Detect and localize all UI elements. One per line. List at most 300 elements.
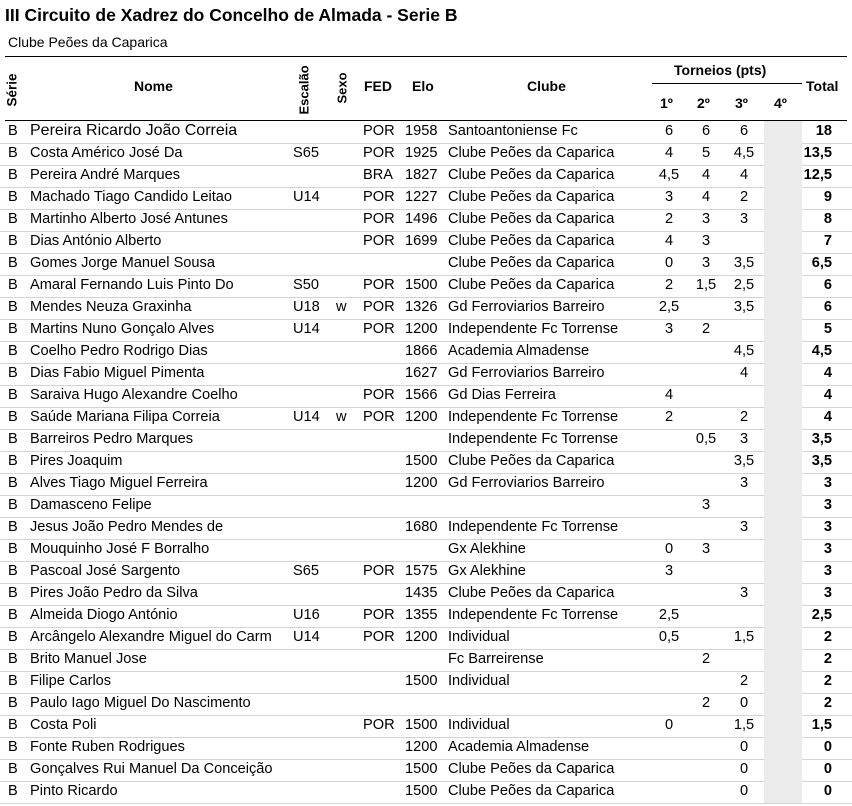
cell-t4 xyxy=(764,165,802,187)
cell-nome: Damasceno Felipe xyxy=(30,497,152,513)
header-nome: Nome xyxy=(134,78,173,94)
cell-serie: B xyxy=(8,761,18,777)
header-serie: Série xyxy=(4,73,20,107)
cell-total: 4 xyxy=(823,409,832,425)
cell-fed: POR xyxy=(363,123,395,139)
cell-t1: 4 xyxy=(664,233,674,249)
cell-t3: 3,5 xyxy=(733,299,755,315)
cell-t2: 3 xyxy=(701,255,711,271)
cell-elo: 1496 xyxy=(405,211,438,227)
cell-t4 xyxy=(764,473,802,495)
cell-nome: Gonçalves Rui Manuel Da Conceição xyxy=(30,761,273,777)
cell-total: 7 xyxy=(823,233,832,249)
cell-t4 xyxy=(764,253,802,275)
cell-total: 9 xyxy=(823,189,832,205)
cell-t4 xyxy=(764,627,802,649)
cell-total: 3 xyxy=(823,541,832,557)
cell-total: 6 xyxy=(823,299,832,315)
cell-escalao: S50 xyxy=(293,277,319,293)
cell-elo: 1200 xyxy=(405,629,438,645)
cell-serie: B xyxy=(8,607,18,623)
cell-elo: 1500 xyxy=(405,761,438,777)
table-row xyxy=(0,627,852,650)
cell-total: 4 xyxy=(823,387,832,403)
cell-nome: Pereira Ricardo João Correia xyxy=(30,122,238,139)
cell-total: 3 xyxy=(823,497,832,513)
cell-clube: Gd Ferroviarios Barreiro xyxy=(448,475,605,491)
cell-clube: Independente Fc Torrense xyxy=(448,519,619,535)
cell-nome: Pires Joaquim xyxy=(30,453,123,469)
cell-elo: 1355 xyxy=(405,607,438,623)
cell-nome: Saúde Mariana Filipa Correia xyxy=(30,409,220,425)
table-row xyxy=(0,187,852,210)
cell-t4 xyxy=(764,737,802,759)
cell-t4 xyxy=(764,319,802,341)
cell-t1: 2,5 xyxy=(658,607,680,623)
cell-nome: Dias António Alberto xyxy=(30,233,162,249)
cell-serie: B xyxy=(8,497,18,513)
cell-clube: Academia Almadense xyxy=(448,739,590,755)
cell-t4 xyxy=(764,341,802,363)
cell-clube: Clube Peões da Caparica xyxy=(448,167,615,183)
cell-clube: Gx Alekhine xyxy=(448,541,526,557)
cell-t4 xyxy=(764,187,802,209)
cell-t4 xyxy=(764,143,802,165)
header-elo: Elo xyxy=(412,78,434,94)
cell-sexo: w xyxy=(336,409,347,425)
cell-t1: 3 xyxy=(664,321,674,337)
cell-nome: Mendes Neuza Graxinha xyxy=(30,299,192,315)
cell-serie: B xyxy=(8,387,18,403)
torneios-underline xyxy=(652,83,802,84)
cell-t4 xyxy=(764,539,802,561)
cell-total: 0 xyxy=(823,783,832,799)
cell-elo: 1566 xyxy=(405,387,438,403)
cell-total: 3,5 xyxy=(811,431,832,447)
header-t1: 1º xyxy=(660,95,673,111)
table-row xyxy=(0,451,852,474)
table-row xyxy=(0,781,852,804)
cell-fed: POR xyxy=(363,145,395,161)
cell-t3: 3 xyxy=(739,475,749,491)
cell-serie: B xyxy=(8,189,18,205)
table-row xyxy=(0,473,852,496)
cell-clube: Independente Fc Torrense xyxy=(448,431,619,447)
table-row xyxy=(0,561,852,584)
cell-clube: Clube Peões da Caparica xyxy=(448,783,615,799)
cell-t4 xyxy=(764,297,802,319)
cell-nome: Barreiros Pedro Marques xyxy=(30,431,194,447)
cell-t2: 4 xyxy=(701,189,711,205)
cell-t3: 4 xyxy=(739,167,749,183)
header-clube: Clube xyxy=(527,78,566,94)
cell-t2: 3 xyxy=(701,211,711,227)
cell-t4 xyxy=(764,407,802,429)
cell-nome: Brito Manuel Jose xyxy=(30,651,147,667)
cell-t3: 0 xyxy=(739,739,749,755)
table-row xyxy=(0,319,852,342)
cell-elo: 1200 xyxy=(405,475,438,491)
table-row xyxy=(0,341,852,364)
cell-serie: B xyxy=(8,321,18,337)
cell-fed: POR xyxy=(363,189,395,205)
cell-t3: 4,5 xyxy=(733,343,755,359)
cell-nome: Pinto Ricardo xyxy=(30,783,118,799)
table-row xyxy=(0,517,852,540)
cell-elo: 1500 xyxy=(405,277,438,293)
cell-t4 xyxy=(764,385,802,407)
cell-nome: Machado Tiago Candido Leitao xyxy=(30,189,233,205)
table-row xyxy=(0,385,852,408)
cell-escalao: S65 xyxy=(293,563,319,579)
cell-t4 xyxy=(764,517,802,539)
cell-nome: Coelho Pedro Rodrigo Dias xyxy=(30,343,208,359)
cell-t3: 0 xyxy=(739,783,749,799)
header-total: Total xyxy=(806,78,839,94)
table-row xyxy=(0,121,852,144)
header-top-border xyxy=(5,56,847,57)
header-t3: 3º xyxy=(735,95,748,111)
cell-fed: BRA xyxy=(363,167,394,183)
cell-t4 xyxy=(764,715,802,737)
cell-total: 3,5 xyxy=(811,453,832,469)
cell-t1: 3 xyxy=(664,189,674,205)
cell-t2: 3 xyxy=(701,497,711,513)
cell-t1: 2 xyxy=(664,211,674,227)
cell-total: 2,5 xyxy=(811,607,832,623)
cell-serie: B xyxy=(8,453,18,469)
cell-serie: B xyxy=(8,365,18,381)
cell-total: 4,5 xyxy=(811,343,832,359)
cell-serie: B xyxy=(8,629,18,645)
cell-elo: 1227 xyxy=(405,189,438,205)
cell-t1: 4,5 xyxy=(658,167,680,183)
cell-t1: 0 xyxy=(664,717,674,733)
cell-total: 6,5 xyxy=(811,255,832,271)
table-row xyxy=(0,759,852,782)
cell-fed: POR xyxy=(363,233,395,249)
cell-total: 13,5 xyxy=(803,145,832,161)
cell-t3: 2,5 xyxy=(733,277,755,293)
cell-total: 5 xyxy=(823,321,832,337)
cell-elo: 1200 xyxy=(405,321,438,337)
cell-elo: 1500 xyxy=(405,453,438,469)
cell-clube: Fc Barreirense xyxy=(448,651,544,667)
table-row xyxy=(0,253,852,276)
cell-nome: Filipe Carlos xyxy=(30,673,112,689)
cell-escalao: S65 xyxy=(293,145,319,161)
header-t4: 4º xyxy=(774,95,787,111)
cell-clube: Gx Alekhine xyxy=(448,563,526,579)
cell-t2: 3 xyxy=(701,541,711,557)
cell-t3: 2 xyxy=(739,409,749,425)
cell-t1: 0 xyxy=(664,541,674,557)
cell-fed: POR xyxy=(363,629,395,645)
table-row xyxy=(0,693,852,716)
cell-clube: Individual xyxy=(448,629,510,645)
cell-clube: Academia Almadense xyxy=(448,343,590,359)
cell-serie: B xyxy=(8,585,18,601)
cell-t4 xyxy=(764,121,802,143)
cell-clube: Santoantoniense Fc xyxy=(448,123,578,139)
cell-total: 1,5 xyxy=(811,717,832,733)
cell-total: 3 xyxy=(823,475,832,491)
cell-serie: B xyxy=(8,541,18,557)
cell-t3: 4,5 xyxy=(733,145,755,161)
cell-nome: Alves Tiago Miguel Ferreira xyxy=(30,475,208,491)
cell-elo: 1958 xyxy=(405,123,438,139)
cell-t2: 6 xyxy=(701,123,711,139)
cell-t3: 3 xyxy=(739,585,749,601)
cell-clube: Individual xyxy=(448,717,510,733)
cell-t3: 1,5 xyxy=(733,629,755,645)
table-row xyxy=(0,737,852,760)
cell-total: 2 xyxy=(823,651,832,667)
cell-nome: Jesus João Pedro Mendes de xyxy=(30,519,224,535)
cell-t1: 2 xyxy=(664,277,674,293)
cell-clube: Clube Peões da Caparica xyxy=(448,585,615,601)
cell-elo: 1866 xyxy=(405,343,438,359)
cell-elo: 1575 xyxy=(405,563,438,579)
cell-serie: B xyxy=(8,255,18,271)
cell-t2: 3 xyxy=(701,233,711,249)
cell-serie: B xyxy=(8,695,18,711)
cell-nome: Paulo Iago Miguel Do Nascimento xyxy=(30,695,251,711)
cell-t3: 3,5 xyxy=(733,255,755,271)
cell-total: 2 xyxy=(823,695,832,711)
cell-t4 xyxy=(764,231,802,253)
cell-fed: POR xyxy=(363,717,395,733)
cell-t3: 1,5 xyxy=(733,717,755,733)
table-row xyxy=(0,495,852,518)
cell-total: 2 xyxy=(823,629,832,645)
table-row xyxy=(0,165,852,188)
cell-t4 xyxy=(764,759,802,781)
cell-t2: 2 xyxy=(701,321,711,337)
cell-t3: 0 xyxy=(739,761,749,777)
cell-serie: B xyxy=(8,277,18,293)
cell-nome: Martins Nuno Gonçalo Alves xyxy=(30,321,215,337)
header-torneios: Torneios (pts) xyxy=(674,62,767,78)
cell-clube: Clube Peões da Caparica xyxy=(448,145,615,161)
cell-total: 2 xyxy=(823,673,832,689)
cell-t4 xyxy=(764,671,802,693)
header-escalao: Escalão xyxy=(296,65,312,115)
cell-clube: Clube Peões da Caparica xyxy=(448,233,615,249)
cell-clube: Gd Dias Ferreira xyxy=(448,387,556,403)
cell-nome: Almeida Diogo António xyxy=(30,607,178,623)
table-row xyxy=(0,715,852,738)
table-row xyxy=(0,363,852,386)
cell-total: 12,5 xyxy=(803,167,832,183)
cell-clube: Gd Ferroviarios Barreiro xyxy=(448,365,605,381)
table-row xyxy=(0,583,852,606)
table-row xyxy=(0,231,852,254)
cell-fed: POR xyxy=(363,409,395,425)
cell-clube: Individual xyxy=(448,673,510,689)
cell-serie: B xyxy=(8,519,18,535)
cell-total: 4 xyxy=(823,365,832,381)
cell-t4 xyxy=(764,429,802,451)
header-fed: FED xyxy=(364,78,392,94)
cell-fed: POR xyxy=(363,299,395,315)
cell-total: 18 xyxy=(815,123,832,139)
cell-fed: POR xyxy=(363,387,395,403)
cell-nome: Costa Américo José Da xyxy=(30,145,183,161)
cell-t4 xyxy=(764,583,802,605)
cell-fed: POR xyxy=(363,211,395,227)
cell-clube: Clube Peões da Caparica xyxy=(448,211,615,227)
cell-nome: Pereira André Marques xyxy=(30,167,181,183)
cell-total: 6 xyxy=(823,277,832,293)
cell-elo: 1200 xyxy=(405,739,438,755)
cell-fed: POR xyxy=(363,563,395,579)
cell-elo: 1500 xyxy=(405,717,438,733)
cell-nome: Pires João Pedro da Silva xyxy=(30,585,198,601)
page-subtitle: Clube Peões da Caparica xyxy=(8,34,168,50)
cell-nome: Gomes Jorge Manuel Sousa xyxy=(30,255,215,271)
cell-serie: B xyxy=(8,673,18,689)
cell-t4 xyxy=(764,363,802,385)
cell-nome: Saraiva Hugo Alexandre Coelho xyxy=(30,387,238,403)
cell-elo: 1680 xyxy=(405,519,438,535)
cell-nome: Arcângelo Alexandre Miguel do Carm xyxy=(30,629,272,645)
cell-total: 0 xyxy=(823,761,832,777)
cell-clube: Independente Fc Torrense xyxy=(448,409,619,425)
cell-escalao: U18 xyxy=(293,299,320,315)
cell-elo: 1827 xyxy=(405,167,438,183)
header-t2: 2º xyxy=(697,95,710,111)
cell-serie: B xyxy=(8,167,18,183)
cell-t3: 0 xyxy=(739,695,749,711)
table-row xyxy=(0,297,852,320)
cell-nome: Pascoal José Sargento xyxy=(30,563,181,579)
cell-serie: B xyxy=(8,431,18,447)
cell-nome: Fonte Ruben Rodrigues xyxy=(30,739,185,755)
table-row xyxy=(0,649,852,672)
cell-serie: B xyxy=(8,651,18,667)
cell-serie: B xyxy=(8,739,18,755)
table-row xyxy=(0,539,852,562)
table-row xyxy=(0,605,852,628)
cell-total: 3 xyxy=(823,563,832,579)
cell-serie: B xyxy=(8,299,18,315)
cell-t2: 4 xyxy=(701,167,711,183)
cell-elo: 1500 xyxy=(405,673,438,689)
table-row xyxy=(0,407,852,430)
cell-nome: Dias Fabio Miguel Pimenta xyxy=(30,365,205,381)
cell-escalao: U14 xyxy=(293,321,320,337)
cell-escalao: U14 xyxy=(293,189,320,205)
cell-t1: 6 xyxy=(664,123,674,139)
cell-serie: B xyxy=(8,409,18,425)
cell-t3: 6 xyxy=(739,123,749,139)
cell-serie: B xyxy=(8,783,18,799)
cell-t3: 3 xyxy=(739,431,749,447)
cell-t1: 4 xyxy=(664,145,674,161)
cell-serie: B xyxy=(8,343,18,359)
cell-fed: POR xyxy=(363,321,395,337)
cell-t1: 0 xyxy=(664,255,674,271)
cell-t4 xyxy=(764,693,802,715)
cell-elo: 1500 xyxy=(405,783,438,799)
cell-nome: Costa Poli xyxy=(30,717,97,733)
cell-clube: Clube Peões da Caparica xyxy=(448,255,615,271)
cell-t4 xyxy=(764,209,802,231)
cell-elo: 1326 xyxy=(405,299,438,315)
cell-serie: B xyxy=(8,475,18,491)
table-row xyxy=(0,275,852,298)
table-row xyxy=(0,209,852,232)
cell-serie: B xyxy=(8,563,18,579)
cell-serie: B xyxy=(8,233,18,249)
cell-t1: 3 xyxy=(664,563,674,579)
cell-elo: 1627 xyxy=(405,365,438,381)
table-row xyxy=(0,143,852,166)
cell-clube: Independente Fc Torrense xyxy=(448,321,619,337)
cell-nome: Mouquinho José F Borralho xyxy=(30,541,210,557)
cell-t3: 3 xyxy=(739,211,749,227)
cell-t4 xyxy=(764,561,802,583)
cell-t2: 1,5 xyxy=(695,277,717,293)
cell-nome: Amaral Fernando Luis Pinto Do xyxy=(30,277,234,293)
cell-total: 8 xyxy=(823,211,832,227)
cell-clube: Clube Peões da Caparica xyxy=(448,277,615,293)
cell-clube: Independente Fc Torrense xyxy=(448,607,619,623)
cell-serie: B xyxy=(8,211,18,227)
cell-t1: 4 xyxy=(664,387,674,403)
cell-clube: Clube Peões da Caparica xyxy=(448,761,615,777)
cell-t2: 5 xyxy=(701,145,711,161)
cell-t2: 0,5 xyxy=(695,431,717,447)
cell-fed: POR xyxy=(363,607,395,623)
cell-serie: B xyxy=(8,123,18,139)
cell-t3: 2 xyxy=(739,189,749,205)
cell-t2: 2 xyxy=(701,651,711,667)
page-title: III Circuito de Xadrez do Concelho de Almada - Serie B xyxy=(5,5,458,25)
table-header xyxy=(0,56,852,120)
cell-nome: Martinho Alberto José Antunes xyxy=(30,211,228,227)
cell-total: 3 xyxy=(823,519,832,535)
cell-elo: 1200 xyxy=(405,409,438,425)
cell-serie: B xyxy=(8,145,18,161)
cell-clube: Gd Ferroviarios Barreiro xyxy=(448,299,605,315)
cell-serie: B xyxy=(8,717,18,733)
cell-t3: 3 xyxy=(739,519,749,535)
cell-escalao: U14 xyxy=(293,629,320,645)
table-row xyxy=(0,429,852,452)
header-sexo: Sexo xyxy=(334,72,350,104)
cell-escalao: U16 xyxy=(293,607,320,623)
cell-clube: Clube Peões da Caparica xyxy=(448,189,615,205)
cell-escalao: U14 xyxy=(293,409,320,425)
table-row xyxy=(0,671,852,694)
cell-t3: 4 xyxy=(739,365,749,381)
cell-t4 xyxy=(764,781,802,803)
cell-elo: 1925 xyxy=(405,145,438,161)
cell-elo: 1699 xyxy=(405,233,438,249)
cell-t1: 0,5 xyxy=(658,629,680,645)
cell-t4 xyxy=(764,649,802,671)
cell-fed: POR xyxy=(363,277,395,293)
cell-t4 xyxy=(764,605,802,627)
cell-total: 3 xyxy=(823,585,832,601)
cell-t1: 2 xyxy=(664,409,674,425)
cell-t3: 3,5 xyxy=(733,453,755,469)
cell-total: 0 xyxy=(823,739,832,755)
cell-t4 xyxy=(764,451,802,473)
cell-t1: 2,5 xyxy=(658,299,680,315)
